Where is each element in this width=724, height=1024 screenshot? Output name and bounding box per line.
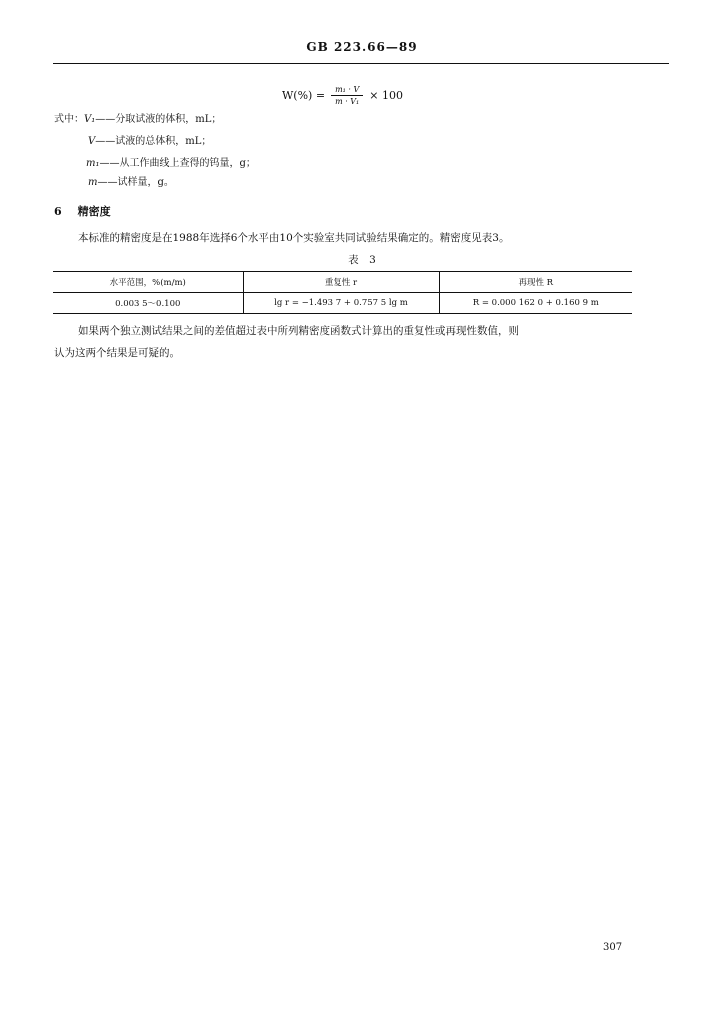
paragraph-doubtful-results — [54, 320, 670, 364]
definition-symbol: V — [88, 136, 96, 147]
formula-multiplier: × 100 — [369, 88, 403, 102]
definition-text: 分取试液的体积，mL； — [115, 114, 222, 125]
table-cell: R = 0.000 162 0 + 0.160 9 m — [439, 293, 632, 314]
table-row — [53, 293, 632, 314]
section-title: 精密度 — [77, 205, 111, 218]
definition-row — [88, 131, 211, 153]
table-header-row — [53, 272, 632, 293]
formula-lhs: W(%) = — [282, 88, 326, 102]
formula-numerator: m₁ · V — [331, 85, 363, 96]
definition-text: 从工作曲线上查得的钨量，g； — [119, 158, 256, 169]
definition-text: 试样量，g。 — [117, 177, 174, 188]
definition-dash: —— — [95, 136, 116, 147]
paragraph-precision: 本标准的精密度是在1988年选择6个水平由10个实验室共同试验结果确定的。精密度见表3。 — [78, 232, 510, 244]
column-header-repeatability: 重复性 r — [243, 272, 439, 293]
definition-row — [54, 109, 221, 131]
definition-dash: —— — [99, 158, 120, 169]
definition-dash: —— — [97, 177, 118, 188]
table-cell: 0.003 5～0.100 — [53, 293, 243, 314]
column-header-reproducibility: 再现性 R — [439, 272, 632, 293]
definition-row — [88, 172, 174, 194]
standard-code: GB 223.66—89 — [306, 40, 418, 54]
section-heading — [54, 203, 111, 219]
formula — [282, 78, 403, 112]
paragraph-line: 认为这两个结果是可疑的。 — [54, 347, 180, 359]
definition-text: 试液的总体积，mL； — [115, 136, 212, 147]
definitions-intro: 式中： — [54, 114, 84, 125]
header-rule — [53, 63, 669, 64]
formula-denominator: m · V₁ — [335, 96, 360, 106]
formula-fraction — [331, 85, 363, 106]
paragraph-line: 如果两个独立测试结果之间的差值超过表中所列精密度函数式计算出的重复性或再现性数值，则 — [78, 325, 519, 337]
section-number: 6 — [54, 205, 62, 218]
table-caption: 表 3 — [348, 254, 376, 266]
table-cell: lg r = −1.493 7 + 0.757 5 lg m — [243, 293, 439, 314]
page-number: 307 — [603, 942, 623, 953]
definition-symbol: V₁ — [84, 114, 96, 125]
definition-symbol: m₁ — [86, 158, 100, 169]
definition-dash: —— — [95, 114, 116, 125]
precision-table — [53, 271, 632, 314]
column-header-level-range: 水平范围，%(m/m) — [53, 272, 243, 293]
definition-symbol: m — [88, 177, 98, 188]
